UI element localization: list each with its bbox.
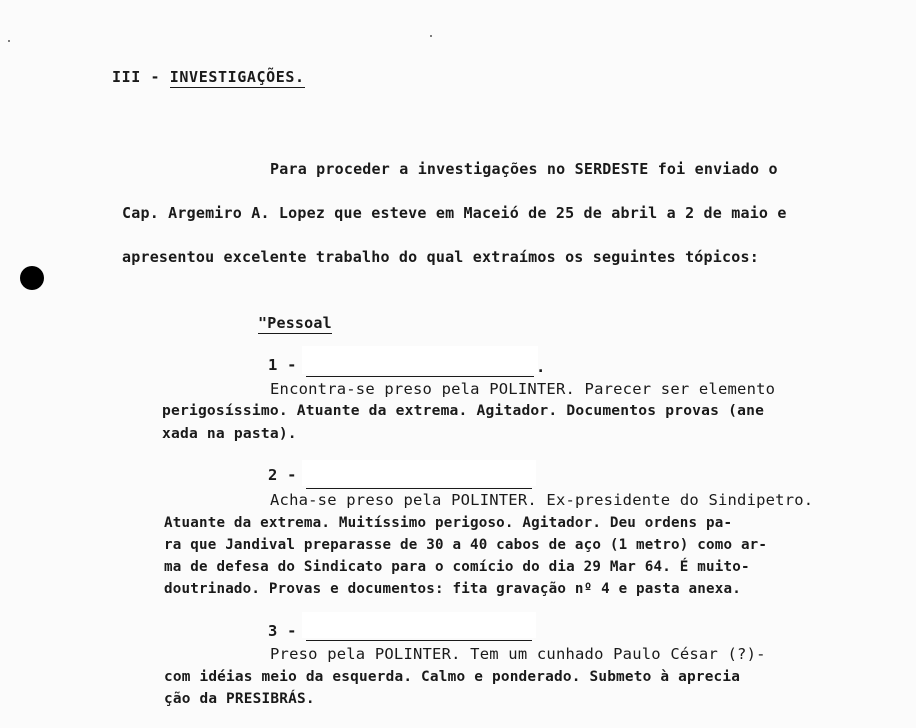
item-3-line-3: ção da PRESIBRÁS. (164, 691, 315, 707)
item-2-line-4: ma de defesa do Sindicato para o comício do dia 29 Mar 64. É muito- (164, 559, 750, 575)
item-3-line-1: Preso pela POLINTER. Tem um cunhado Paulo César (?)- (270, 645, 766, 663)
item-1-line-1: Encontra-se preso pela POLINTER. Parecer ser elemento (270, 380, 776, 398)
item-2-line-2: Atuante da extrema. Muitíssimo perigoso. Agitador. Deu ordens pa- (164, 515, 733, 531)
item-1-line-2: perigosíssimo. Atuante da extrema. Agitador. Documentos provas (ane (162, 402, 765, 419)
scan-speck (430, 35, 432, 37)
item-1-number: 1 - (268, 356, 297, 374)
item-2-name-rule (306, 488, 532, 489)
section-heading (112, 68, 305, 86)
section-number: III - (112, 68, 161, 86)
intro-line-1: Para proceder a investigações no SERDESTE foi enviado o (270, 160, 778, 178)
punch-hole (20, 266, 44, 290)
item-1-trail: . (536, 358, 546, 376)
item-2-line-1: Acha-se preso pela POLINTER. Ex-presidente do Sindipetro. (270, 491, 814, 509)
item-1-line-3: xada na pasta). (162, 425, 297, 442)
scan-speck (8, 40, 10, 42)
item-2-line-3: ra que Jandival preparasse de 30 a 40 cabos de aço (1 metro) como ar- (164, 537, 768, 553)
item-2-number: 2 - (268, 466, 297, 484)
item-2-line-5: doutrinado. Provas e documentos: fita gravação nº 4 e pasta anexa. (164, 581, 741, 597)
section-title: INVESTIGAÇÕES. (169, 68, 305, 86)
item-1-name-rule (306, 376, 534, 377)
item-3-line-2: com idéias meio da esquerda. Calmo e ponderado. Submeto à aprecia (164, 669, 741, 685)
intro-line-3: apresentou excelente trabalho do qual extraímos os seguintes tópicos: (122, 248, 759, 266)
item-3-redaction (302, 612, 536, 638)
subsection-title: "Pessoal (258, 314, 332, 332)
intro-line-2: Cap. Argemiro A. Lopez que esteve em Maceió de 25 de abril a 2 de maio e (122, 204, 787, 222)
item-3-number: 3 - (268, 622, 297, 640)
item-3-name-rule (306, 640, 532, 641)
item-2-redaction (302, 460, 536, 486)
item-1-redaction (302, 346, 538, 374)
